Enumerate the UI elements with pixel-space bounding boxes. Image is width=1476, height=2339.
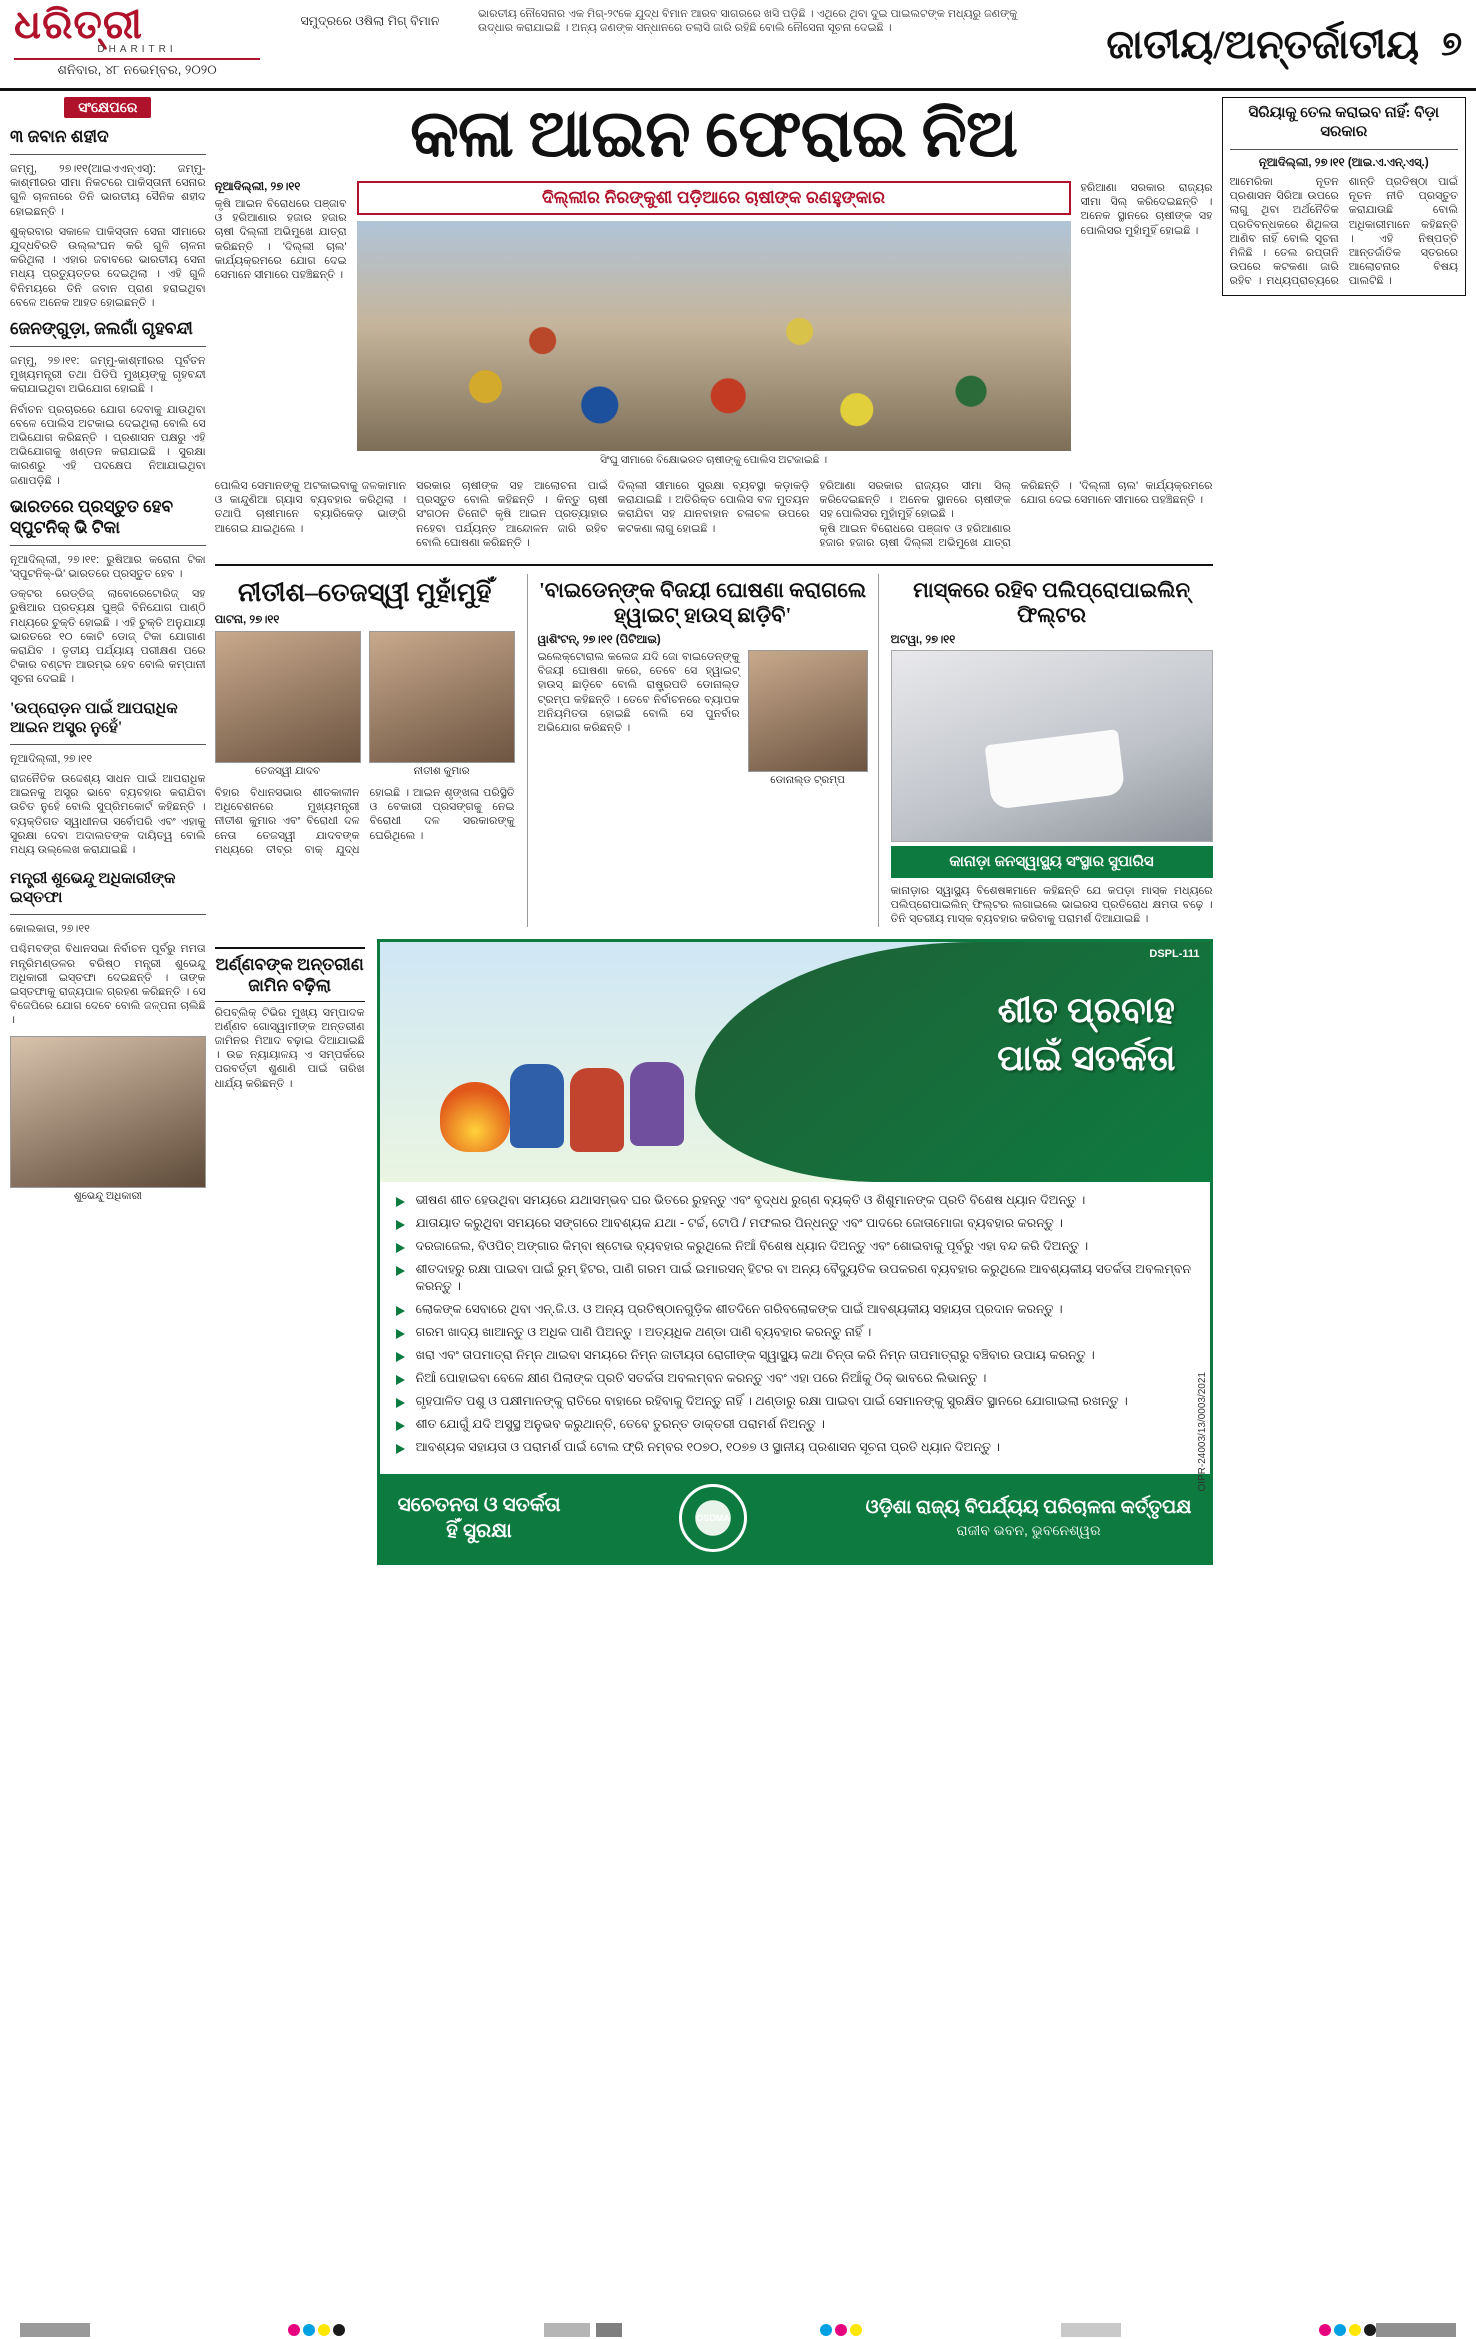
ad-tip: ଆବଶ୍ୟକ ସହାୟତା ଓ ପରାମର୍ଶ ପାଇଁ ଟୋଲ ଫ୍ରି ନମ୍ବର ୧୦୭୦, ୧୦୭୭ ଓ ସ୍ଥାନୀୟ ପ୍ରଶାସନ ସୂଚନା ପ୍ରତି ଧ୍ୟାନ ଦିଅନ୍ତୁ । — [396, 1439, 1194, 1456]
ad-banner — [380, 942, 1210, 1182]
color-registration-bar — [0, 2321, 1476, 2339]
ad-title-line1: ଶୀତ ପ୍ରବାହ — [997, 989, 1175, 1030]
portrait-photo-nitish — [369, 631, 515, 763]
ad-tip: ଶୀତଦାହରୁ ରକ୍ଷା ପାଇବା ପାଇଁ ରୁମ୍ ହିଟର, ପାଣି ଗରମ ପାଇଁ ଇମାରସନ୍ ହିଟର ବା ଅନ୍ୟ ବୈଦ୍ୟୁତିକ ଉପକରଣ ବ୍ୟବହାର କରୁଥିଲେ ଆବଶ୍ୟକୀୟ ସତର୍କତା ଅବଲମ୍ବନ କରନ୍ତୁ । — [396, 1261, 1194, 1295]
main-side-text — [215, 181, 347, 473]
story-biden-headline: 'ବାଇଡେନ୍ଙ୍କ ବିଜୟୀ ଘୋଷଣା କରାଗଲେ ହ୍ୱାଇଟ୍ ହାଉସ୍ ଛାଡ଼ିବି' — [538, 578, 867, 628]
secondary-stories-row — [215, 564, 1213, 927]
ad-org-name: ଓଡ଼ିଶା ରାଜ୍ୟ ବିପର୍ଯ୍ୟୟ ପରିଚାଳନା କର୍ତ୍ତୃପକ୍ଷ — [865, 1496, 1192, 1518]
registration-swatch — [596, 2323, 622, 2337]
registration-swatch — [1376, 2323, 1456, 2337]
ad-footer — [380, 1474, 1210, 1562]
registration-dots — [288, 2324, 345, 2336]
registration-swatch — [1061, 2323, 1121, 2337]
story-biden-dateline: ୱାଶିଂଟନ୍, ୨୭।୧୧ (ପିଟିଆଇ) — [537, 634, 661, 647]
brief-headline-1: ୩ ଜବାନ ଶହୀଦ — [10, 127, 109, 146]
divider — [10, 154, 206, 155]
story-biden — [527, 574, 879, 927]
ad-slogan-line1: ସଚେତନତା ଓ ସତର୍କତା — [397, 1493, 561, 1516]
advertisement-osdma — [377, 939, 1213, 1565]
ad-slogan — [398, 1492, 561, 1544]
ad-title — [997, 986, 1175, 1082]
main-body-3: ଦିଲ୍ଲୀ ସୀମାରେ ସୁରକ୍ଷା ବ୍ୟବସ୍ଥା କଡ଼ାକଡ଼ି କରାଯାଇଛି । ଅତିରିକ୍ତ ପୋଲିସ ବଳ ମୁତୟନ କରାଯିବା ସହ ଯାନବାହାନ ଚଳାଚଳ ଉପରେ କଟକଣା ଲାଗୁ ହୋଇଛି । — [617, 480, 810, 535]
logo-subtitle: DHARITRI — [97, 44, 177, 55]
publication-date: ଶନିବାର, ୪୮ ନଭେମ୍ବର, ୨୦୨୦ — [57, 62, 217, 77]
registration-swatch — [20, 2323, 90, 2337]
story-mask — [891, 574, 1213, 927]
registration-dots — [1319, 2324, 1376, 2336]
bottom-row — [215, 939, 1213, 1565]
dot-black — [333, 2324, 345, 2336]
ad-tip: ଗରମ ଖାଦ୍ୟ ଖାଆନ୍ତୁ ଓ ଅଧିକ ପାଣି ପିଅନ୍ତୁ । ଅତ୍ୟଧିକ ଥଣ୍ଡା ପାଣି ବ୍ୟବହାର କରନ୍ତୁ ନାହିଁ । — [396, 1324, 1194, 1341]
right-story-headline: ସିରିୟାକୁ ତେଲ କରାଇବ ନାହିଁ: ବିଡ଼ା ସରକାର — [1248, 105, 1440, 140]
registration-dots — [820, 2324, 862, 2336]
masthead-logo — [0, 0, 270, 88]
child-figure-icon — [570, 1068, 624, 1152]
ad-slogan-line2: ହିଁ ସୁରକ୍ଷା — [446, 1519, 512, 1542]
story-bihar-headline: ନୀତୀଶ–ତେଜସ୍ୱୀ ମୁହାଁମୁହିଁ — [237, 578, 492, 608]
story-bail-body: ରିପବ୍ଲିକ୍ ଟିଭିର ମୁଖ୍ୟ ସମ୍ପାଦକ ଅର୍ଣ୍ଣବ ଗୋସ୍ୱାମୀଙ୍କ ଅନ୍ତରୀଣ ଜାମିନର ମିଆଦ ବଢ଼ାଇ ଦିଆଯାଇଛି । ଉଚ୍ଚ ନ୍ୟାୟାଳୟ ଏ ସମ୍ପର୍କରେ ପରବର୍ତ୍ତୀ ଶୁଣାଣି ପାଇଁ ତାରିଖ ଧାର୍ଯ୍ୟ କରିଛନ୍ତି । — [214, 1006, 365, 1090]
ad-title-line2: ପାଇଁ ସତର୍କତା — [997, 1037, 1176, 1078]
main-photo-block — [357, 181, 1071, 473]
brief-dateline-2: ଜମ୍ମୁ, ୨୭।୧୧: ଜମ୍ମୁ-କାଶ୍ମୀରର ପୂର୍ବତନ ମୁଖ୍ୟମନ୍ତ୍ରୀ ତଥା ପିଡିପି ମୁଖ୍ୟଙ୍କୁ ଗୃହବନ୍ଦୀ କରାଯାଇଥିବା ଅଭିଯୋଗ ହୋଇଛି । — [10, 355, 206, 396]
brief-body-1: ଶୁକ୍ରବାର ସକାଳେ ପାକିସ୍ତାନ ସେନା ସୀମାରେ ଯୁଦ୍ଧବିରତି ଉଲ୍ଲଂଘନ କରି ଗୁଳି ଚାଳନା କରିଥିଲା । ଏହାର ଜବାବରେ ଭାରତୀୟ ସେନା ମଧ୍ୟ ପ୍ରତ୍ୟୁତ୍ତର ଦେଇଥିଲା । ଏହି ଗୁଳି ବିନିମୟରେ ତିନି ଜବାନ ପ୍ରାଣ ହରାଇଥିବା ବେଳେ ଅନେକ ଆହତ ହୋଇଛନ୍ତି । — [10, 225, 206, 309]
masthead — [0, 0, 1476, 91]
brief-dateline-4: ନୂଆଦିଲ୍ଲୀ, ୨୭।୧୧ — [10, 752, 93, 765]
brief-dateline-3: ନୂଆଦିଲ୍ଲୀ, ୨୭।୧୧: ରୁଷିଆର କରୋନା ଟିକା 'ସ୍ପୁଟନିକ୍-ଭି' ଭାରତରେ ପ୍ରସ୍ତୁତ ହେବ । — [10, 553, 206, 581]
main-body-columns — [215, 479, 1213, 550]
child-figure-icon — [630, 1062, 684, 1146]
main-dateline: ନୂଆଦିଲ୍ଲୀ, ୨୭।୧୧ — [214, 181, 301, 193]
photo-red-banner: ଦିଲ୍ଲୀର ନିରଙ୍କୁଶୀ ପଡ଼ିଆରେ ଚାଷୀଙ୍କ ରଣହୁଙ୍କାର — [357, 181, 1071, 215]
briefs-kicker: ସଂକ୍ଷେପରେ — [64, 97, 151, 118]
brief-headline-3: ଭାରତରେ ପ୍ରସ୍ତୁତ ହେବ ସ୍ପୁଟନିକ୍ ଭି ଟିକା — [10, 496, 174, 537]
divider — [1230, 149, 1458, 150]
logo-divider — [14, 58, 260, 60]
protest-photo-caption: ସିଂଘୁ ସୀମାରେ ବିକ୍ଷୋଭରତ ଚାଷୀଙ୍କୁ ପୋଲିସ ଅଟକାଇଛି । — [600, 454, 828, 466]
ad-tip: ଲୋକଙ୍କ ସେବାରେ ଥିବା ଏନ୍.ଜି.ଓ. ଓ ଅନ୍ୟ ପ୍ରତିଷ୍ଠାନଗୁଡ଼ିକ ଶୀତଦିନେ ଗରିବଲୋକଙ୍କ ପାଇଁ ଆବଶ୍ୟକୀୟ ସହାୟତା ପ୍ରଦାନ କରନ୍ତୁ । — [396, 1301, 1194, 1318]
divider — [10, 914, 206, 915]
masthead-brief-text: ଭାରତୀୟ ନୌସେନାର ଏକ ମିଗ୍-୨୯କେ ଯୁଦ୍ଧ ବିମାନ ଆରବ ସାଗରରେ ଖସି ପଡ଼ିଛି । ଏଥିରେ ଥିବା ଦୁଇ ପାଇଲଟଙ୍କ ମଧ୍ୟରୁ ଜଣଙ୍କୁ ଉଦ୍ଧାର କରାଯାଇଛି । ଅନ୍ୟ ଜଣଙ୍କ ସନ୍ଧାନରେ ତଲାସି ଜାରି ରହିଛି ବୋଲି ନୌସେନା ସୂଚନା ଦେଇଛି । — [478, 8, 1018, 34]
page-number: ୭ — [1441, 24, 1462, 63]
protest-photo — [357, 221, 1071, 451]
dot-yellow — [1349, 2324, 1361, 2336]
ad-tip: ନିଆଁ ପୋହାଇବା ବେଳେ କ୍ଷୀଣ ପିଲାଙ୍କ ପ୍ରତି ସତର୍କତା ଅବଲମ୍ବନ କରନ୍ତୁ ଏବଂ ଏହା ପରେ ନିଆଁକୁ ଠିକ୍ ଭାବରେ ଲିଭାନ୍ତୁ । — [396, 1370, 1194, 1387]
main-body-2: ସରକାର ଚାଷୀଙ୍କ ସହ ଆଲୋଚନା ପାଇଁ ପ୍ରସ୍ତୁତ ବୋଲି କହିଛନ୍ତି । କିନ୍ତୁ ଚାଷୀ ସଂଗଠନ ତିନୋଟି କୃଷି ଆଇନ ପ୍ରତ୍ୟାହାର ନହେବା ପର୍ଯ୍ୟନ୍ତ ଆନ୍ଦୋଳନ ଜାରି ରହିବ ବୋଲି ଘୋଷଣା କରିଛନ୍ତି । — [416, 480, 608, 549]
brief-body-4: ରାଜନୈତିକ ଉଦ୍ଦେଶ୍ୟ ସାଧନ ପାଇଁ ଆପରାଧିକ ଆଇନକୁ ଅସ୍ତ୍ର ଭାବେ ବ୍ୟବହାର କରାଯିବା ଉଚିତ ନୁହେଁ ବୋଲି ସୁପ୍ରିମକୋର୍ଟ କହିଛନ୍ତି । ବ୍ୟକ୍ତିଗତ ସ୍ୱାଧୀନତା ସର୍ବୋପରି ଏବଂ ଏହାକୁ ସୁରକ୍ଷା ଦେବା ଅଦାଲତଙ୍କ ଦାୟିତ୍ୱ ବୋଲି ମଧ୍ୟ ଉଲ୍ଲେଖ କରାଯାଇଛି । — [10, 772, 206, 856]
ad-side-code: OIPR-24003/13/0003/2021 — [1196, 1372, 1208, 1492]
brief-body-5: ପଶ୍ଚିମବଙ୍ଗ ବିଧାନସଭା ନିର୍ବାଚନ ପୂର୍ବରୁ ମମତା ମନ୍ତ୍ରିମଣ୍ଡଳର ବରିଷ୍ଠ ମନ୍ତ୍ରୀ ଶୁଭେନ୍ଦୁ ଅଧିକାରୀ ଇସ୍ତଫା ଦେଇଛନ୍ତି । ତାଙ୍କ ଇସ୍ତଫାକୁ ରାଜ୍ୟପାଳ ଗ୍ରହଣ କରିଛନ୍ତି । ସେ ବିଜେପିରେ ଯୋଗ ଦେବେ ବୋଲି ଜଳ୍ପନା ଚାଲିଛି । — [10, 943, 206, 1027]
divider — [10, 346, 206, 347]
dot-cyan — [303, 2324, 315, 2336]
ad-tip: ଦରଜାଜେଲ, ବିଓପିଚ୍ ଅଙ୍ଗାର କିମ୍ବା ଷ୍ଟୋଭ ବ୍ୟବହାର କରୁଥିଲେ ନିଆଁ ବିଶେଷ ଧ୍ୟାନ ଦିଅନ୍ତୁ ଏବଂ ଶୋଇବାକୁ ପୂର୍ବରୁ ଏହା ବନ୍ଦ କରି ଦିଅନ୍ତୁ । — [396, 1238, 1194, 1255]
left-column — [10, 97, 206, 1565]
ad-code: DSPL-111 — [1149, 947, 1200, 960]
story-biden-body: ଇଲେକ୍ଟୋରାଲ କଲେଜ ଯଦି ଜୋ ବାଇଡେନ୍ଙ୍କୁ ବିଜୟୀ ଘୋଷଣା କରେ, ତେବେ ସେ ହ୍ୱାଇଟ୍ ହାଉସ୍ ଛାଡ଼ିବେ ବୋଲି ରାଷ୍ଟ୍ରପତି ଡୋନାଲ୍ଡ ଟ୍ରମ୍ପ କହିଛନ୍ତି । ତେବେ ନିର୍ବାଚନରେ ବ୍ୟାପକ ଅନିୟମିତତା ହୋଇଛି ବୋଲି ସେ ପୁନର୍ବାର ଅଭିଯୋଗ କରିଛନ୍ତି । — [537, 651, 740, 735]
right-story-box — [1222, 97, 1466, 296]
story-bihar-dateline: ପାଟନା, ୨୭।୧୧ — [214, 614, 280, 627]
main-intro-text: କୃଷି ଆଇନ ବିରୋଧରେ ପଞ୍ଜାବ ଓ ହରିଆଣାର ହଜାର ହଜାର ଚାଷୀ ଦିଲ୍ଲୀ ଅଭିମୁଖେ ଯାତ୍ରା କରିଛନ୍ତି । 'ଦିଲ୍ଲୀ ଚାଲ' କାର୍ଯ୍ୟକ୍ରମରେ ଯୋଗ ଦେଇ ସେମାନେ ସୀମାରେ ପହଞ୍ଚିଛନ୍ତି । — [214, 198, 347, 282]
ad-safety-tips — [380, 1182, 1210, 1474]
portrait-photo-tejashwi — [215, 631, 361, 763]
ad-tip: ଶୀତ ଯୋଗୁଁ ଯଦି ଅସୁସ୍ଥ ଅନୁଭବ କରୁଥାନ୍ତି, ତେବେ ତୁରନ୍ତ ଡାକ୍ତରୀ ପରାମର୍ଶ ନିଅନ୍ତୁ । — [396, 1416, 1194, 1433]
main-side-body: ହରିଆଣା ସରକାର ରାଜ୍ୟର ସୀମା ସିଲ୍ କରିଦେଇଛନ୍ତି । ଅନେକ ସ୍ଥାନରେ ଚାଷୀଙ୍କ ସହ ପୋଲିସର ମୁହାଁମୁହିଁ ହୋଇଛି । — [1080, 182, 1213, 237]
mask-photo — [891, 650, 1213, 842]
bonfire-icon — [440, 1082, 510, 1152]
dot-cyan — [820, 2324, 832, 2336]
brief-body-3: ଡକ୍ଟର ରେଡ୍ଡିଜ୍ ଲାବୋରେଟୋରିଜ୍ ସହ ରୁଷିଆର ପ୍ରତ୍ୟକ୍ଷ ପୁଞ୍ଜି ବିନିଯୋଗ ପାଣ୍ଠି ମଧ୍ୟରେ ଚୁକ୍ତି ହୋଇଛି । ଏହି ଚୁକ୍ତି ଅନୁଯାୟୀ ଭାରତରେ ୧୦ କୋଟି ଡୋଜ୍ ଟିକା ଯୋଗାଣ କରାଯିବ । ତୃତୀୟ ପର୍ଯ୍ୟାୟ ପରୀକ୍ଷଣ ପରେ ଟିକାର ବଣ୍ଟନ ଆରମ୍ଭ ହେବ ବୋଲି କମ୍ପାନୀ ସୂଚନା ଦେଇଛି । — [10, 588, 206, 686]
story-bihar-body: ବିହାର ବିଧାନସଭାର ଶୀତକାଳୀନ ଅଧିବେଶନରେ ମୁଖ୍ୟମନ୍ତ୍ରୀ ନୀତୀଶ କୁମାର ଏବଂ ବିରୋଧୀ ଦଳ ନେତା ତେଜସ୍ୱୀ ଯାଦବଙ୍କ ମଧ୍ୟରେ ତୀବ୍ର ବାକ୍ ଯୁଦ୍ଧ ହୋଇଛି । ଆଇନ ଶୃଙ୍ଖଳା ପରିସ୍ଥିତି ଓ ବେକାରୀ ପ୍ରସଙ୍ଗକୁ ନେଇ ବିରୋଧୀ ଦଳ ସରକାରଙ୍କୁ ଘେରିଥିଲେ । — [214, 787, 515, 856]
portrait-caption-trump: ଡୋନାଲ୍ଡ ଟ୍ରମ୍ପ — [770, 774, 845, 787]
right-story-body: ଆମେରିକା ନୂତନ ପ୍ରଶାସନ ସିରିଆ ଉପରେ ଲାଗୁ ଥିବା ଅର୍ଥନୈତିକ ପ୍ରତିବନ୍ଧକରେ ଶିଥିଳତା ଆଣିବ ନାହିଁ ବୋଲି ସୂଚନା ମିଳିଛି । ତେଲ ରପ୍ତାନି ଉପରେ କଟକଣା ଜାରି ରହିବ । ମଧ୍ୟପ୍ରାଚ୍ୟରେ ଶାନ୍ତି ପ୍ରତିଷ୍ଠା ପାଇଁ ନୂତନ ନୀତି ପ୍ରସ୍ତୁତ କରାଯାଉଛି ବୋଲି ଅଧିକାରୀମାନେ କହିଛନ୍ତି । ଏହି ନିଷ୍ପତ୍ତି ଆନ୍ତର୍ଜାତିକ ସ୍ତରରେ ଆଲୋଚନାର ବିଷୟ ପାଲଟିଛି । — [1229, 176, 1458, 288]
portrait-caption-nitish: ନୀତୀଶ କୁମାର — [413, 765, 470, 778]
dot-magenta — [1319, 2324, 1331, 2336]
story-bail-headline: ଅର୍ଣ୍ଣବଙ୍କ ଅନ୍ତରୀଣ ଜାମିନ ବଢ଼ିଲା — [215, 947, 365, 1002]
mask-photo-caption: କାନାଡ଼ା ଜନସ୍ୱାସ୍ଥ୍ୟ ସଂସ୍ଥାର ସୁପାରିସ — [891, 846, 1213, 878]
story-bail — [215, 939, 365, 1565]
ad-org — [866, 1497, 1192, 1539]
ad-org-address: ରାଜୀବ ଭବନ, ଭୁବନେଶ୍ୱର — [956, 1521, 1101, 1538]
brief-body-2: ନିର୍ବାଚନ ପ୍ରଚାରରେ ଯୋଗ ଦେବାକୁ ଯାଉଥିବା ବେଳେ ପୋଲିସ ଅଟକାଇ ଦେଇଥିଲା ବୋଲି ସେ ଅଭିଯୋଗ କରିଛନ୍ତି । ପ୍ରଶାସନ ପକ୍ଷରୁ ଏହି ଅଭିଯୋଗକୁ ଖଣ୍ଡନ କରାଯାଇଛି । ସୁରକ୍ଷା କାରଣରୁ ଏହି ପଦକ୍ଷେପ ନିଆଯାଇଥିବା ଜଣାପଡ଼ିଛି । — [10, 403, 206, 487]
dot-magenta — [288, 2324, 300, 2336]
page-body — [0, 91, 1476, 1565]
portrait-caption-adhikari: ଶୁଭେନ୍ଦୁ ଅଧିକାରୀ — [73, 1189, 142, 1202]
main-headline: କଳା ଆଇନ ଫେରାଇ ନିଅ — [410, 98, 1018, 171]
main-body-1: ପୋଲିସ ସେମାନଙ୍କୁ ଅଟକାଇବାକୁ ଜଳକାମାନ ଓ କାନ୍ଦୁଣିଆ ଗ୍ୟାସ ବ୍ୟବହାର କରିଥିଲା । ତଥାପି ଚାଷୀମାନେ ବ୍ୟାରିକେଡ଼ ଭାଙ୍ଗି ଆଗେଇ ଯାଇଥିଲେ । — [214, 480, 407, 535]
logo-wordmark: ଧରିତ୍ରୀ — [14, 2, 143, 47]
story-mask-headline: ମାସ୍କରେ ରହିବ ପଲିପ୍ରୋପାଇଲିନ୍ ଫିଲ୍ଟର — [913, 578, 1190, 628]
dot-yellow — [850, 2324, 862, 2336]
main-body-5: କୃଷି ଆଇନ ବିରୋଧରେ ପଞ୍ଜାବ ଓ ହରିଆଣାର ହଜାର ହଜାର ଚାଷୀ ଦିଲ୍ଲୀ ଅଭିମୁଖେ ଯାତ୍ରା କରିଛନ୍ତି । 'ଦିଲ୍ଲୀ ଚାଲ' କାର୍ଯ୍ୟକ୍ରମରେ ଯୋଗ ଦେଇ ସେମାନେ ସୀମାରେ ପହଞ୍ଚିଛନ୍ତି । — [819, 480, 1213, 549]
osdma-seal-icon: OSDMA — [679, 1484, 747, 1552]
dot-yellow — [318, 2324, 330, 2336]
portrait-photo-trump — [748, 650, 868, 772]
section-title: ଜାତୀୟ/ଅନ୍ତର୍ଜାତୀୟ — [1106, 21, 1420, 67]
dot-black — [1364, 2324, 1376, 2336]
divider — [10, 744, 206, 745]
masthead-brief-title: ସମୁଦ୍ରରେ ଓଷିଲା ମିଗ୍ ବିମାନ — [300, 14, 440, 28]
portrait-photo-adhikari — [10, 1036, 206, 1188]
ad-tip: ଖରା ଏବଂ ତାପମାତ୍ରା ନିମ୍ନ ଥାଇବା ସମୟରେ ନିମ୍ନ ଜାତୀୟତା ରୋଗୀଙ୍କ ସ୍ୱାସ୍ଥ୍ୟ କଥା ଚିନ୍ତା କରି ନିମ୍ନ ତାପମାତ୍ରାରୁ ବଞ୍ଚିବାର ଉପାୟ କରନ୍ତୁ । — [396, 1347, 1194, 1364]
main-side-text-right — [1081, 181, 1213, 473]
divider — [10, 545, 206, 546]
ad-tip: ଯାତାୟାତ କରୁଥିବା ସମୟରେ ସଙ୍ଗରେ ଆବଶ୍ୟକ ଯଥା - ଟର୍ଚ୍ଚ, ଟୋପି / ମଫଲର ପିନ୍ଧନ୍ତୁ ଏବଂ ପାଦରେ ଜୋତାମୋଜା ବ୍ୟବହାର କରନ୍ତୁ । — [396, 1215, 1194, 1232]
brief-headline-5: ମନ୍ତ୍ରୀ ଶୁଭେନ୍ଦୁ ଅଧିକାରୀଙ୍କ ଇସ୍ତଫା — [10, 870, 176, 907]
dot-cyan — [1334, 2324, 1346, 2336]
registration-swatch — [544, 2323, 590, 2337]
right-column — [1222, 97, 1466, 1565]
ad-tip: ଗୃହପାଳିତ ପଶୁ ଓ ପକ୍ଷୀମାନଙ୍କୁ ରାତିରେ ବାହାରେ ରହିବାକୁ ଦିଅନ୍ତୁ ନାହିଁ । ଥଣ୍ଡାରୁ ରକ୍ଷା ପାଇବା ପାଇଁ ସେମାନଙ୍କୁ ସୁରକ୍ଷିତ ସ୍ଥାନରେ ଯୋଗାଇଲା ରଖନ୍ତୁ । — [396, 1393, 1194, 1410]
story-mask-dateline: ଅଟୱା, ୨୭।୧୧ — [890, 634, 956, 647]
brief-headline-2: ଜେନଙ୍ଗୁଡ଼ା, ଜଲଗାଁ ଗୃହବନ୍ଦୀ — [10, 319, 193, 339]
masthead-section — [1056, 0, 1476, 88]
brief-headline-4: 'ଉପ୍ରୋଡ଼ନ ପାଇଁ ଆପରାଧିକ ଆଇନ ଅସ୍ତ୍ର ନୁହେଁ' — [10, 699, 178, 736]
right-story-dateline: ନୂଆଦିଲ୍ଲୀ, ୨୭।୧୧ (ଆଇ.ଏ.ଏନ୍.ଏସ୍.) — [1258, 157, 1429, 169]
dot-magenta — [835, 2324, 847, 2336]
child-figure-icon — [510, 1064, 564, 1148]
brief-dateline-1: ଜମ୍ମୁ, ୨୭।୧୧(ଆଇଏଏନ୍ଏସ୍): ଜମ୍ମୁ-କାଶ୍ମୀରର ସୀମା ନିକଟରେ ପାକିସ୍ତାନୀ ସେନାର ଗୁଳି ଚାଳନାରେ ତିନି ଭାରତୀୟ ସୈନିକ ଶହୀଦ ହୋଇଛନ୍ତି । — [10, 163, 206, 218]
main-body-4: ହରିଆଣା ସରକାର ରାଜ୍ୟର ସୀମା ସିଲ୍ କରିଦେଇଛନ୍ତି । ଅନେକ ସ୍ଥାନରେ ଚାଷୀଙ୍କ ସହ ପୋଲିସର ମୁହାଁମୁହିଁ ହୋଇଛି । — [819, 480, 1011, 521]
main-column — [215, 97, 1213, 1565]
story-bihar — [215, 574, 515, 927]
story-mask-body: କାନାଡ଼ାର ସ୍ୱାସ୍ଥ୍ୟ ବିଶେଷଜ୍ଞମାନେ କହିଛନ୍ତି ଯେ କପଡ଼ା ମାସ୍କ ମଧ୍ୟରେ ପଲିପ୍ରୋପାଇଲିନ୍ ଫିଲ୍ଟର ଲଗାଇଲେ ଭାଇରସ ପ୍ରତିରୋଧ କ୍ଷମତା ବଢ଼େ । ତିନି ସ୍ତରୀୟ ମାସ୍କ ବ୍ୟବହାର କରିବାକୁ ପରାମର୍ଶ ଦିଆଯାଇଛି । — [890, 885, 1213, 926]
brief-dateline-5: କୋଲକାତା, ୨୭।୧୧ — [10, 923, 90, 936]
portrait-caption-tejashwi: ତେଜସ୍ୱୀ ଯାଦବ — [254, 765, 321, 778]
ad-tip: ଭୀଷଣ ଶୀତ ହେଉଥିବା ସମୟରେ ଯଥାସମ୍ଭବ ଘର ଭିତରେ ରୁହନ୍ତୁ ଏବଂ ବୃଦ୍ଧଧ ରୁଗ୍ଣ ବ୍ୟକ୍ତି ଓ ଶିଶୁମାନଙ୍କ ପ୍ରତି ବିଶେଷ ଧ୍ୟାନ ଦିଅନ୍ତୁ । — [396, 1192, 1194, 1209]
